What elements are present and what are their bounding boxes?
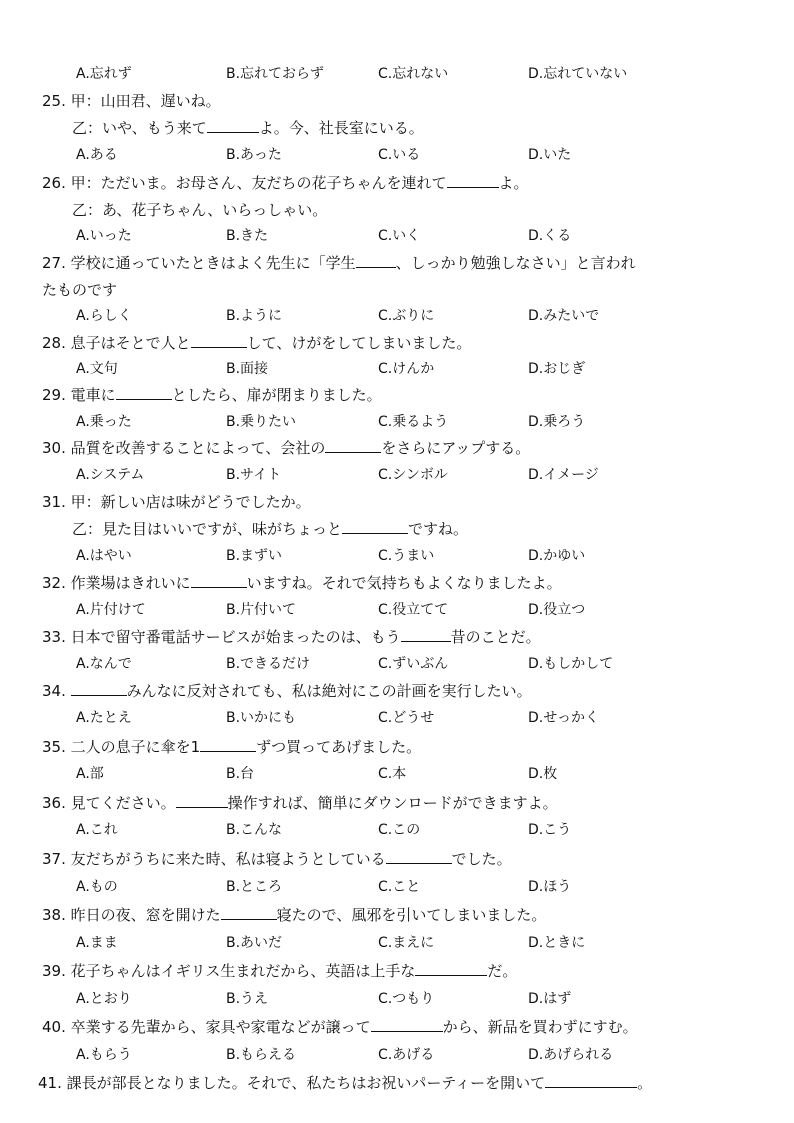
option-a: A.システム: [76, 467, 145, 483]
option-d: D.ほう: [528, 879, 572, 895]
question-32-line-1: 32. 作業場はきれいに いますね。それで気持ちもよくなりましたよ。: [42, 574, 562, 592]
option-d: D.枚: [528, 766, 558, 782]
answer-blank: [71, 681, 127, 696]
option-b: B.できるだけ: [226, 656, 311, 672]
option-a: A.らしく: [76, 308, 132, 324]
option-b: B.あった: [226, 147, 282, 163]
option-c: C.ずいぶん: [378, 656, 449, 672]
option-b: B.面接: [226, 361, 269, 377]
option-b: B.忘れておらず: [226, 66, 325, 82]
question-38-line-1: 38. 昨日の夜、窓を開けた 寝たので、風邪を引いてしまいました。: [42, 906, 547, 924]
question-34-line-1: 34. みんなに反対されても、私は絶対にこの計画を実行したい。: [42, 682, 532, 700]
option-d: D.ときに: [528, 935, 586, 951]
answer-blank: [386, 849, 452, 864]
option-c: C.いく: [378, 228, 421, 244]
option-c: C.役立てて: [378, 602, 449, 618]
answer-blank: [401, 627, 451, 642]
option-d: D.みたいで: [528, 308, 600, 324]
answer-blank: [356, 253, 396, 268]
answer-blank: [207, 118, 259, 133]
answer-blank: [325, 438, 381, 453]
option-b: B.あいだ: [226, 935, 283, 951]
answer-blank: [191, 333, 247, 348]
option-c: C.つもり: [378, 991, 435, 1007]
option-a: A.乗った: [76, 414, 132, 430]
option-d: D.乗ろう: [528, 414, 586, 430]
option-a: A.ある: [76, 147, 118, 163]
option-a: A.文句: [76, 361, 118, 377]
question-30-line-1: 30. 品質を改善することによって、会社の をさらにアップする。: [42, 439, 531, 457]
option-a: A.はやい: [76, 548, 132, 564]
answer-blank: [191, 573, 247, 588]
option-b: B.もらえる: [226, 1047, 297, 1063]
option-d: D.おじぎ: [528, 361, 586, 377]
option-d: D.忘れていない: [528, 66, 628, 82]
answer-blank: [342, 519, 408, 534]
question-27-line-2: たものです: [42, 281, 118, 299]
question-33-line-1: 33. 日本で留守番電話サービスが始まったのは、もう 昔のことだ。: [42, 628, 541, 646]
option-c: C.こと: [378, 879, 421, 895]
option-a: A.とおり: [76, 991, 132, 1007]
question-29-line-1: 29. 電車に としたら、扉が閉まりました。: [42, 386, 382, 404]
option-b: B.ように: [226, 308, 283, 324]
option-d: D.かゆい: [528, 548, 586, 564]
option-d: D.あげられる: [528, 1047, 614, 1063]
question-40-line-1: 40. 卒業する先輩から、家具や家電などが譲って から、新品を買わずにすむ。: [42, 1018, 638, 1036]
answer-blank: [221, 905, 277, 920]
option-a: A.片付けて: [76, 602, 146, 618]
option-c: C.あげる: [378, 1047, 435, 1063]
question-39-line-1: 39. 花子ちゃんはイギリス生まれだから、英語は上手な だ。: [42, 962, 518, 980]
option-a: A.いった: [76, 228, 132, 244]
answer-blank: [200, 737, 256, 752]
option-c: C.本: [378, 766, 407, 782]
question-25-line-1: 25. 甲：山田君、遅いね。: [42, 92, 221, 110]
question-26-line-1: 26. 甲：ただいま。お母さん、友だちの花子ちゃんを連れて よ。: [42, 174, 529, 192]
option-b: B.サイト: [226, 467, 282, 483]
question-31-line-2: 乙：見た目はいいですが、味がちょっと ですね。: [72, 520, 469, 538]
option-a: A.部: [76, 766, 104, 782]
question-28-line-1: 28. 息子はそとで人と して、けがをしてしまいました。: [42, 334, 472, 352]
option-b: B.いかにも: [226, 710, 297, 726]
option-a: A.忘れず: [76, 66, 132, 82]
option-c: C.どうせ: [378, 710, 435, 726]
question-27-line-1: 27. 学校に通っていたときはよく先生に「学生 、しっかり勉強しなさい」と言われ: [42, 254, 636, 272]
question-25-line-2: 乙：いや、もう来て よ。今、社長室にいる。: [72, 119, 424, 137]
question-37-line-1: 37. 友だちがうちに来た時、私は寝ようとしている でした。: [42, 850, 512, 868]
option-c: C.けんか: [378, 361, 435, 377]
option-a: A.もらう: [76, 1047, 132, 1063]
option-b: B.ところ: [226, 879, 283, 895]
question-41-line-1: 41. 課長が部長となりました。それで、私たちはお祝いパーティーを開いて 。: [38, 1074, 653, 1092]
option-d: D.こう: [528, 822, 572, 838]
option-c: C.忘れない: [378, 66, 449, 82]
option-b: B.こんな: [226, 822, 283, 838]
option-b: B.まずい: [226, 548, 283, 564]
option-c: C.まえに: [378, 935, 435, 951]
option-d: D.くる: [528, 228, 572, 244]
option-c: C.うまい: [378, 548, 435, 564]
question-26-line-2: 乙：あ、花子ちゃん、いらっしゃい。: [72, 201, 328, 219]
question-31-line-1: 31. 甲：新しい店は味がどうでしたか。: [42, 493, 311, 511]
option-d: D.イメージ: [528, 467, 599, 483]
answer-blank: [176, 793, 228, 808]
option-b: B.うえ: [226, 991, 269, 1007]
option-a: A.たとえ: [76, 710, 132, 726]
option-a: A.これ: [76, 822, 118, 838]
answer-blank: [415, 961, 487, 976]
option-d: D.いた: [528, 147, 572, 163]
option-d: D.はず: [528, 991, 572, 1007]
option-b: B.台: [226, 766, 255, 782]
option-c: C.乗るよう: [378, 414, 449, 430]
option-d: D.せっかく: [528, 710, 599, 726]
option-a: A.まま: [76, 935, 118, 951]
answer-blank: [116, 385, 172, 400]
option-d: D.役立つ: [528, 602, 586, 618]
option-a: A.なんで: [76, 656, 132, 672]
option-d: D.もしかして: [528, 656, 614, 672]
option-a: A.もの: [76, 879, 118, 895]
option-b: B.片付いて: [226, 602, 297, 618]
question-36-line-1: 36. 見てください。 操作すれば、簡単にダウンロードができますよ。: [42, 794, 558, 812]
answer-blank: [371, 1017, 443, 1032]
question-35-line-1: 35. 二人の息子に傘を1 ずつ買ってあげました。: [42, 738, 422, 756]
option-b: B.乗りたい: [226, 414, 297, 430]
option-c: C.いる: [378, 147, 421, 163]
option-c: C.この: [378, 822, 421, 838]
answer-blank: [545, 1073, 637, 1088]
option-c: C.シンボル: [378, 467, 448, 483]
option-b: B.きた: [226, 228, 269, 244]
answer-blank: [447, 173, 499, 188]
option-c: C.ぶりに: [378, 308, 435, 324]
